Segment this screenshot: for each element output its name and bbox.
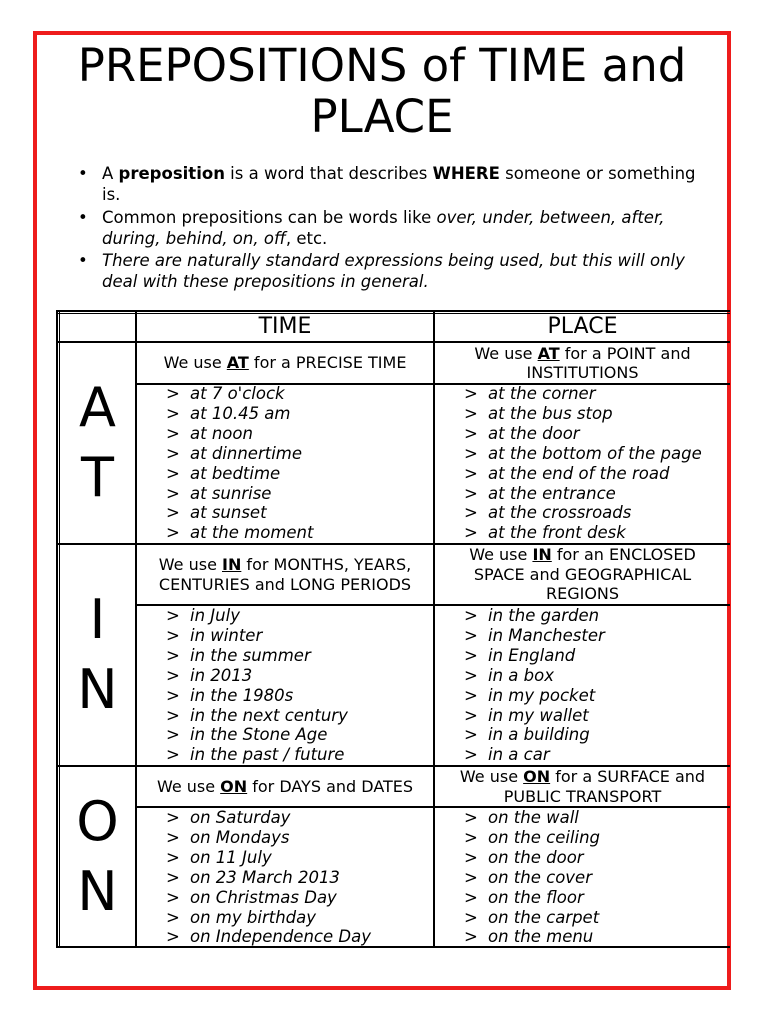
list-item: > on Mondays xyxy=(166,828,371,848)
list-item: > at the bottom of the page xyxy=(464,444,702,464)
list-item: > in a box xyxy=(464,666,605,686)
list-item: > in the next century xyxy=(166,706,348,726)
table-rule xyxy=(433,310,435,948)
table-rule xyxy=(56,946,730,948)
list-item: > at the end of the road xyxy=(464,464,702,484)
header-time: TIME xyxy=(258,313,312,339)
list-item: > in the garden xyxy=(464,606,605,626)
table-rule xyxy=(135,310,137,948)
list-item: > at the corner xyxy=(464,384,702,404)
page-title: PREPOSITIONS of TIME and PLACE xyxy=(77,39,687,143)
intro-bullet-examples: • Common prepositions can be words like over, under, between, after, during, behind, on, off, etc. xyxy=(70,207,710,249)
list-item: > on Christmas Day xyxy=(166,888,371,908)
list-item: > in a building xyxy=(464,725,605,745)
list-item: > in 2013 xyxy=(166,666,348,686)
on-label: O N xyxy=(76,789,119,923)
list-item: > at the entrance xyxy=(464,484,702,504)
list-item: > in July xyxy=(166,606,348,626)
list-item: > on the ceiling xyxy=(464,828,600,848)
on-time-rule: We use ON for DAYS and DATES xyxy=(156,776,414,796)
list-item: > at the front desk xyxy=(464,523,702,543)
list-item: > on the menu xyxy=(464,927,600,947)
list-item: > at dinnertime xyxy=(166,444,313,464)
list-item: > at sunrise xyxy=(166,484,313,504)
in-place-list xyxy=(464,606,605,765)
list-item: > at bedtime xyxy=(166,464,313,484)
intro-bullet-note: • There are naturally standard expressions being used, but this will only deal with these prepositions in general. xyxy=(70,250,710,292)
list-item: > in my pocket xyxy=(464,686,605,706)
list-item: > on the wall xyxy=(464,808,600,828)
list-item: > on the door xyxy=(464,848,600,868)
at-time-list xyxy=(166,384,313,543)
intro-bullets xyxy=(70,163,710,294)
in-label: I N xyxy=(77,588,118,721)
in-time-list xyxy=(166,606,348,765)
list-item: > on the floor xyxy=(464,888,600,908)
in-place-rule: We use IN for an ENCLOSED SPACE and GEOGRAPHICAL REGIONS xyxy=(469,545,696,604)
list-item: > in a car xyxy=(464,745,605,765)
on-time-list xyxy=(166,808,371,947)
list-item: > in Manchester xyxy=(464,626,605,646)
list-item: > on the cover xyxy=(464,868,600,888)
list-item: > in the Stone Age xyxy=(166,725,348,745)
list-item: > in England xyxy=(464,646,605,666)
table-rule xyxy=(56,310,58,948)
on-place-list xyxy=(464,808,600,947)
list-item: > in the past / future xyxy=(166,745,348,765)
at-label: A T xyxy=(79,376,116,509)
header-place: PLACE xyxy=(547,313,618,339)
intro-bullet-definition: • A preposition is a word that describes WHERE someone or something is. xyxy=(70,163,710,205)
list-item: > on 11 July xyxy=(166,848,371,868)
list-item: > in winter xyxy=(166,626,348,646)
list-item: > at the door xyxy=(464,424,702,444)
list-item: > in the summer xyxy=(166,646,348,666)
list-item: > at 7 o'clock xyxy=(166,384,313,404)
at-place-list xyxy=(464,384,702,543)
prepositions-table xyxy=(56,310,730,948)
list-item: > on Independence Day xyxy=(166,927,371,947)
list-item: > at the bus stop xyxy=(464,404,702,424)
list-item: > at the crossroads xyxy=(464,503,702,523)
list-item: > at the moment xyxy=(166,523,313,543)
list-item: > at 10.45 am xyxy=(166,404,313,424)
list-item: > on the carpet xyxy=(464,908,600,928)
at-place-rule: We use AT for a POINT and INSTITUTIONS xyxy=(474,343,691,382)
at-time-rule: We use AT for a PRECISE TIME xyxy=(163,353,407,373)
list-item: > on my birthday xyxy=(166,908,371,928)
list-item: > in my wallet xyxy=(464,706,605,726)
in-time-rule: We use IN for MONTHS, YEARS, CENTURIES and LONG PERIODS xyxy=(158,555,412,594)
list-item: > on Saturday xyxy=(166,808,371,828)
list-item: > at noon xyxy=(166,424,313,444)
on-place-rule: We use ON for a SURFACE and PUBLIC TRANSPORT xyxy=(459,767,706,806)
list-item: > on 23 March 2013 xyxy=(166,868,371,888)
list-item: > in the 1980s xyxy=(166,686,348,706)
list-item: > at sunset xyxy=(166,503,313,523)
